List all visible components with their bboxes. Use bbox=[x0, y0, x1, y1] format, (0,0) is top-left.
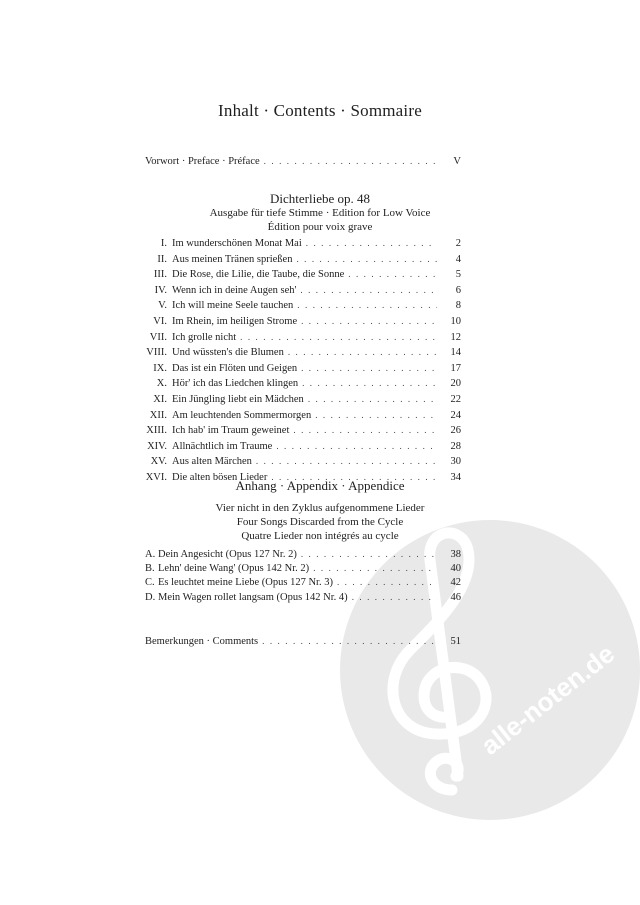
toc-entry-number: XVI. bbox=[145, 472, 167, 483]
toc-comments-page: 51 bbox=[450, 636, 461, 647]
toc-entry[interactable] bbox=[145, 344, 461, 360]
toc-entry-page: 20 bbox=[450, 378, 461, 390]
toc-entry-title: Ein Jüngling liebt ein Mädchen bbox=[172, 394, 304, 405]
toc-entry-title: Die Rose, die Lilie, die Taube, die Sonne bbox=[172, 269, 345, 281]
toc-entry[interactable] bbox=[145, 266, 461, 282]
toc-entry-number: III. bbox=[153, 269, 167, 281]
toc-entry[interactable] bbox=[145, 329, 461, 345]
leader-dots bbox=[311, 407, 437, 423]
toc-entry-title: Das ist ein Flöten und Geigen bbox=[172, 362, 298, 374]
toc-entry-title: Ich grolle nicht bbox=[172, 331, 237, 343]
toc-entry-title: Es leuchtet meine Liebe (Opus 127 Nr. 3) bbox=[158, 577, 333, 589]
leader-dots bbox=[297, 313, 437, 329]
toc-entry-title: Aus meinen Tränen sprießen bbox=[172, 253, 293, 265]
leader-dots bbox=[302, 235, 437, 251]
toc-entry-page: 24 bbox=[450, 409, 461, 421]
toc-entry-number: II. bbox=[157, 253, 167, 265]
toc-entry-number: X. bbox=[156, 378, 167, 390]
toc-entry-number: C. bbox=[145, 577, 155, 589]
toc-entry-number: XI. bbox=[153, 394, 167, 405]
toc-entry-number: A. bbox=[145, 549, 156, 560]
toc-comments-label: Bemerkungen · Comments bbox=[145, 636, 259, 647]
toc-entry-title: Am leuchtenden Sommermorgen bbox=[172, 409, 312, 421]
toc-comments[interactable] bbox=[145, 633, 461, 649]
leader-dots bbox=[258, 633, 437, 649]
toc-entry-title: Im wunderschönen Monat Mai bbox=[172, 238, 302, 249]
toc-entry-page: 10 bbox=[450, 316, 461, 327]
toc-entry[interactable] bbox=[145, 438, 461, 454]
leader-dots bbox=[260, 153, 437, 169]
toc-entry-page: 2 bbox=[455, 238, 461, 249]
toc-entry-number: I. bbox=[160, 238, 167, 249]
toc-entry-number: XIII. bbox=[146, 425, 167, 437]
toc-entry-number: XV. bbox=[150, 456, 167, 468]
toc-entry-page: 34 bbox=[450, 472, 461, 483]
leader-dots bbox=[298, 375, 437, 391]
toc-entry-page: 14 bbox=[450, 347, 461, 359]
appendix-heading: Anhang · Appendix · Appendice bbox=[235, 478, 405, 493]
leader-dots bbox=[236, 329, 437, 345]
toc-entry-page: 22 bbox=[450, 394, 461, 405]
toc-entry-page: 40 bbox=[450, 563, 461, 575]
leader-dots bbox=[348, 589, 437, 605]
toc-entry-number: VI. bbox=[153, 316, 167, 327]
toc-entry-number: VII. bbox=[149, 331, 167, 343]
leader-dots bbox=[304, 391, 437, 407]
cycle-subtitle-1: Ausgabe für tiefe Stimme · Edition for Low Voice bbox=[209, 207, 431, 219]
toc-preface-label: Vorwort · Preface · Préface bbox=[145, 156, 260, 167]
toc-entry-page: 30 bbox=[450, 456, 461, 468]
toc-preface[interactable] bbox=[145, 153, 461, 169]
toc-entry[interactable] bbox=[145, 391, 461, 407]
toc-entry-title: Ich will meine Seele tauchen bbox=[172, 300, 294, 312]
toc-entry-page: 4 bbox=[455, 253, 461, 265]
toc-entry[interactable] bbox=[145, 453, 461, 469]
toc-preface-page: V bbox=[453, 156, 461, 167]
toc-entry-page: 38 bbox=[450, 549, 461, 560]
page-title: Inhalt · Contents · Sommaire bbox=[218, 101, 422, 120]
toc-entry-page: 42 bbox=[450, 577, 461, 589]
toc-entry-page: 8 bbox=[455, 300, 461, 312]
leader-dots bbox=[272, 438, 437, 454]
leader-dots bbox=[289, 422, 437, 438]
leader-dots bbox=[292, 251, 437, 267]
toc-entry-number: XIV. bbox=[147, 440, 167, 452]
toc-entry-number: VIII. bbox=[146, 347, 167, 359]
toc-entry-title: Mein Wagen rollet langsam (Opus 142 Nr. 4) bbox=[158, 591, 348, 603]
toc-entry[interactable] bbox=[145, 589, 461, 605]
toc-entry-number: XII. bbox=[149, 409, 167, 421]
toc-entry-title: Aus alten Märchen bbox=[172, 456, 252, 468]
appendix-subtitle-2: Four Songs Discarded from the Cycle bbox=[236, 516, 404, 528]
appendix-subtitle-1: Vier nicht in den Zyklus aufgenommene Lieder bbox=[215, 502, 425, 514]
toc-entry-title: Hör' ich das Liedchen klingen bbox=[172, 378, 299, 390]
toc-entry-number: IX. bbox=[153, 362, 167, 374]
appendix-subtitle-3: Quatre Lieder non intégrés au cycle bbox=[241, 530, 399, 542]
leader-dots bbox=[296, 282, 437, 298]
toc-entry[interactable] bbox=[145, 251, 461, 267]
toc-entry-title: Und wüssten's die Blumen bbox=[172, 347, 284, 359]
toc-entry-title: Allnächtlich im Traume bbox=[172, 440, 273, 452]
leader-dots bbox=[293, 297, 437, 313]
toc-entry[interactable] bbox=[145, 407, 461, 423]
leader-dots bbox=[297, 360, 437, 376]
cycle-heading: Dichterliebe op. 48 bbox=[270, 191, 370, 206]
toc-entry-page: 5 bbox=[455, 269, 461, 281]
toc-entry-title: Lehn' deine Wang' (Opus 142 Nr. 2) bbox=[158, 563, 310, 575]
toc-entry-number: V. bbox=[158, 300, 167, 312]
toc-entry[interactable] bbox=[145, 360, 461, 376]
toc-entry[interactable] bbox=[145, 313, 461, 329]
toc-entry[interactable] bbox=[145, 235, 461, 251]
toc-entry-title: Wenn ich in deine Augen seh' bbox=[172, 284, 297, 296]
toc-entry-page: 6 bbox=[455, 284, 461, 296]
toc-entry-page: 26 bbox=[450, 425, 461, 437]
leader-dots bbox=[344, 266, 437, 282]
toc-entry-number: IV. bbox=[154, 284, 167, 296]
toc-entry-title: Dein Angesicht (Opus 127 Nr. 2) bbox=[158, 549, 297, 560]
toc-entry[interactable] bbox=[145, 282, 461, 298]
toc-entry-title: Die alten bösen Lieder bbox=[172, 472, 268, 483]
toc-entry-number: B. bbox=[145, 563, 155, 575]
leader-dots bbox=[252, 453, 437, 469]
toc-entry[interactable] bbox=[145, 422, 461, 438]
toc-entry-page: 12 bbox=[450, 331, 461, 343]
toc-entry-number: D. bbox=[145, 591, 156, 603]
leader-dots bbox=[284, 344, 437, 360]
toc-entry-page: 28 bbox=[450, 440, 461, 452]
toc-entry-title: Ich hab' im Traum geweinet bbox=[172, 425, 290, 437]
toc-entry-page: 17 bbox=[450, 362, 461, 374]
toc-entry-page: 46 bbox=[450, 591, 461, 603]
cycle-subtitle-2: Édition pour voix grave bbox=[267, 221, 373, 233]
toc-entry-title: Im Rhein, im heiligen Strome bbox=[172, 316, 298, 327]
toc-entry[interactable] bbox=[145, 375, 461, 391]
toc-entry[interactable] bbox=[145, 297, 461, 313]
watermark-text: alle-noten.de bbox=[475, 638, 621, 761]
